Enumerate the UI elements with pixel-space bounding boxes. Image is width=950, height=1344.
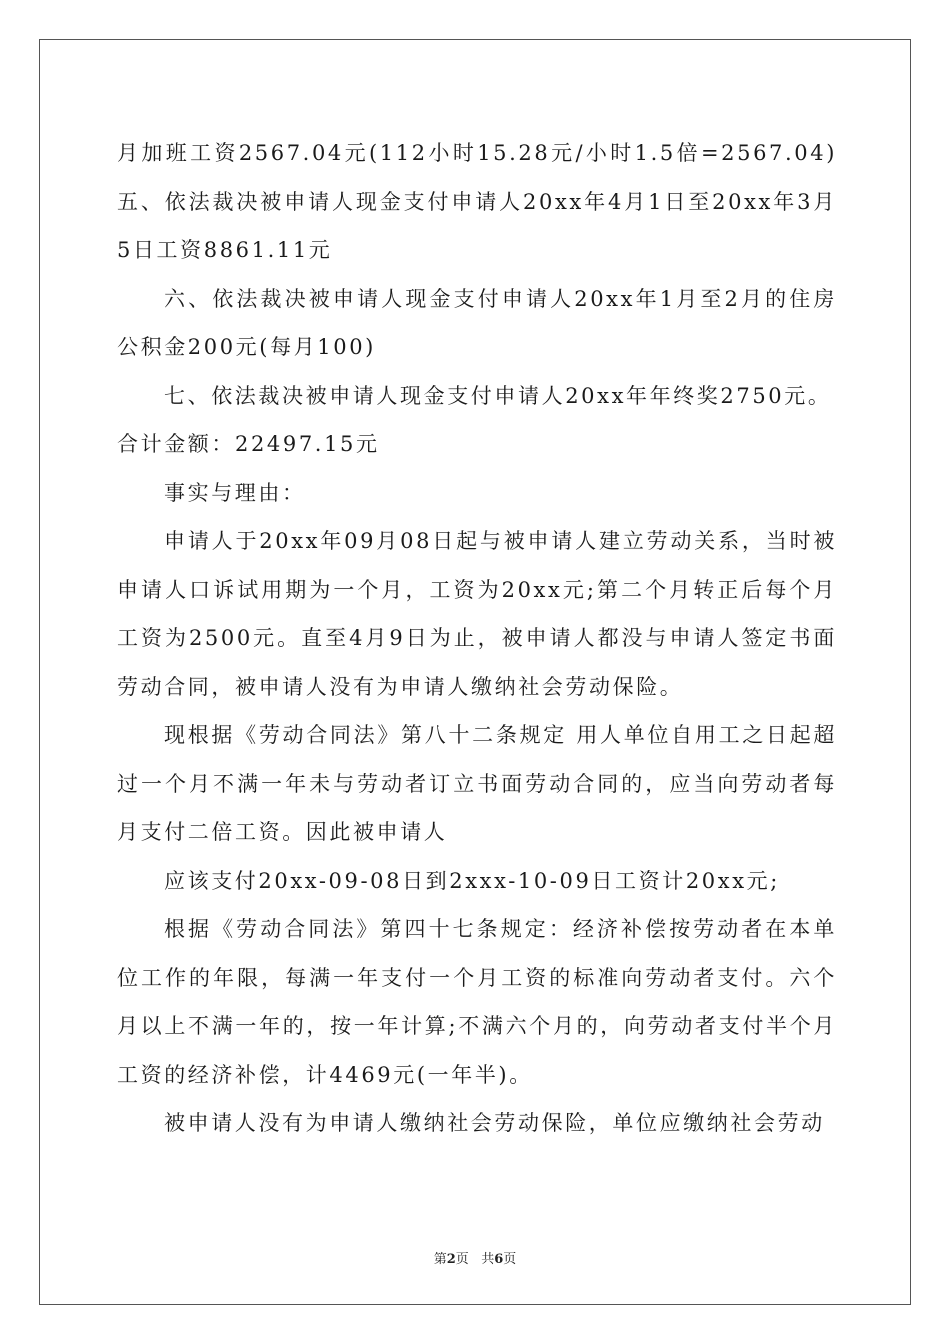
paragraph: 月加班工资2567.04元(112小时15.28元/小时1.5倍=2567.04) 五、依法裁决被申请人现金支付申请人20xx年4月1日至20xx年3月5日工资8861.11元: [117, 141, 837, 262]
footer-total-pages: 6: [494, 1252, 504, 1267]
footer-total-suffix: 页: [503, 1252, 517, 1267]
paragraph: 现根据《劳动合同法》第八十二条规定 用人单位自用工之日起超过一个月不满一年未与劳动者订立书面劳动合同的，应当向劳动者每月支付二倍工资。因此被申请人: [117, 723, 837, 844]
footer-page-suffix: 页: [455, 1252, 469, 1267]
paragraph: 根据《劳动合同法》第四十七条规定：经济补偿按劳动者在本单位工作的年限，每满一年支付一个月工资的标准向劳动者支付。六个月以上不满一年的，按一年计算;不满六个月的，向劳动者支付半个月工资的经济补偿，计4469元(一年半)。: [117, 917, 837, 1087]
section-heading: 事实与理由：: [164, 480, 306, 505]
document-body: [117, 129, 837, 1148]
footer-total-prefix: 共: [481, 1252, 495, 1267]
page-footer: [0, 1248, 950, 1267]
footer-page-number: 2: [446, 1252, 456, 1267]
paragraph: 被申请人没有为申请人缴纳社会劳动保险，单位应缴纳社会劳动: [164, 1111, 825, 1135]
paragraph: 七、依法裁决被申请人现金支付申请人20xx年年终奖2750元。: [164, 383, 832, 408]
paragraph: 申请人于20xx年09月08日起与被申请人建立劳动关系，当时被申请人口诉试用期为一个月，工资为20xx元;第二个月转正后每个月工资为2500元。直至4月9日为止，被申请人都没与申请人签定书面劳动合同，被申请人没有为申请人缴纳社会劳动保险。: [117, 529, 837, 699]
paragraph: 应该支付20xx-09-08日到2xxx-10-09日工资计20xx元;: [164, 868, 780, 893]
paragraph: 六、依法裁决被申请人现金支付申请人20xx年1月至2月的住房公积金200元(每月100): [117, 286, 837, 359]
footer-page-prefix: 第: [433, 1252, 447, 1267]
paragraph-total-amount: 合计金额：22497.15元: [117, 432, 380, 456]
